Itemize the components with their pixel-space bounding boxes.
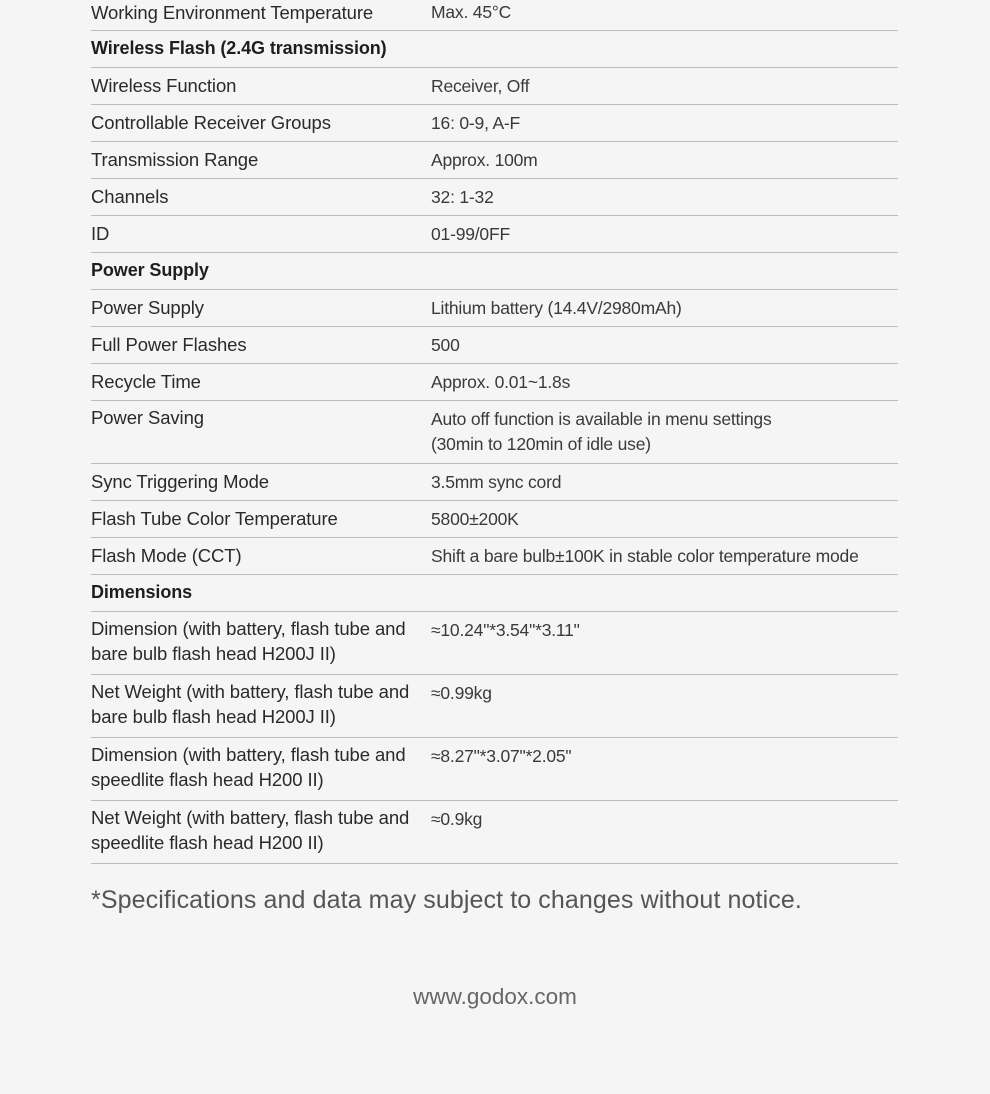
spec-value: Shift a bare bulb±100K in stable color temperature mode [431,546,859,566]
spec-label: Full Power Flashes [91,334,247,355]
spec-value: Approx. 100m [431,150,538,170]
spec-value: 5800±200K [431,509,519,529]
spec-label: Power Saving [91,407,204,428]
spec-label: Working Environment Temperature [91,2,374,23]
spec-label: Controllable Receiver Groups [91,112,331,133]
spec-label: Dimension (with battery, flash tube and bare bulb flash head H200J II) [91,618,406,664]
spec-row [91,68,898,105]
spec-row [91,538,898,575]
spec-value: Auto off function is available in menu settings (30min to 120min of idle use) [431,409,772,454]
spec-label: Flash Tube Color Temperature [91,508,338,529]
spec-row [91,364,898,401]
spec-label: Net Weight (with battery, flash tube and speedlite flash head H200 II) [91,807,410,853]
spec-label: Dimension (with battery, flash tube and speedlite flash head H200 II) [91,744,406,790]
spec-value: ≈10.24"*3.54"*3.11" [431,620,580,640]
spec-row [91,801,898,864]
spec-label: Wireless Function [91,75,237,96]
section-title: Wireless Flash (2.4G transmission) [91,38,387,58]
spec-row [91,501,898,538]
spec-row [91,105,898,142]
spec-row [91,179,898,216]
spec-label: ID [91,223,110,244]
spec-row [91,290,898,327]
spec-value: 3.5mm sync cord [431,472,562,492]
spec-row [91,216,898,253]
spec-label: Channels [91,186,169,207]
spec-row [91,464,898,501]
section-header-row [91,253,898,290]
spec-row [91,675,898,738]
spec-value: ≈0.9kg [431,809,483,829]
spec-value: Approx. 0.01~1.8s [431,372,571,392]
section-header-row [91,575,898,612]
spec-row [91,142,898,179]
spec-row [91,0,898,31]
spec-label: Transmission Range [91,149,259,170]
spec-label: Sync Triggering Mode [91,471,269,492]
section-title: Power Supply [91,260,209,280]
spec-value: 01-99/0FF [431,224,510,244]
spec-row [91,327,898,364]
spec-label: Recycle Time [91,371,201,392]
website-link[interactable]: www.godox.com [413,984,577,1009]
spec-value: ≈8.27"*3.07"*2.05" [431,746,572,766]
spec-value: Max. 45°C [431,2,512,22]
spec-label: Flash Mode (CCT) [91,545,242,566]
spec-label: Net Weight (with battery, flash tube and bare bulb flash head H200J II) [91,681,410,727]
spec-value: 500 [431,335,460,355]
footnote: *Specifications and data may subject to changes without notice. [91,886,802,914]
spec-row [91,738,898,801]
spec-value: Lithium battery (14.4V/2980mAh) [431,298,682,318]
spec-value: Receiver, Off [431,76,530,96]
section-header-row [91,31,898,68]
spec-table [91,0,898,864]
spec-row [91,401,898,464]
spec-label: Power Supply [91,297,204,318]
spec-value: 32: 1-32 [431,187,494,207]
section-title: Dimensions [91,582,193,602]
spec-value: ≈0.99kg [431,683,492,703]
spec-value: 16: 0-9, A-F [431,113,521,133]
spec-row [91,612,898,675]
